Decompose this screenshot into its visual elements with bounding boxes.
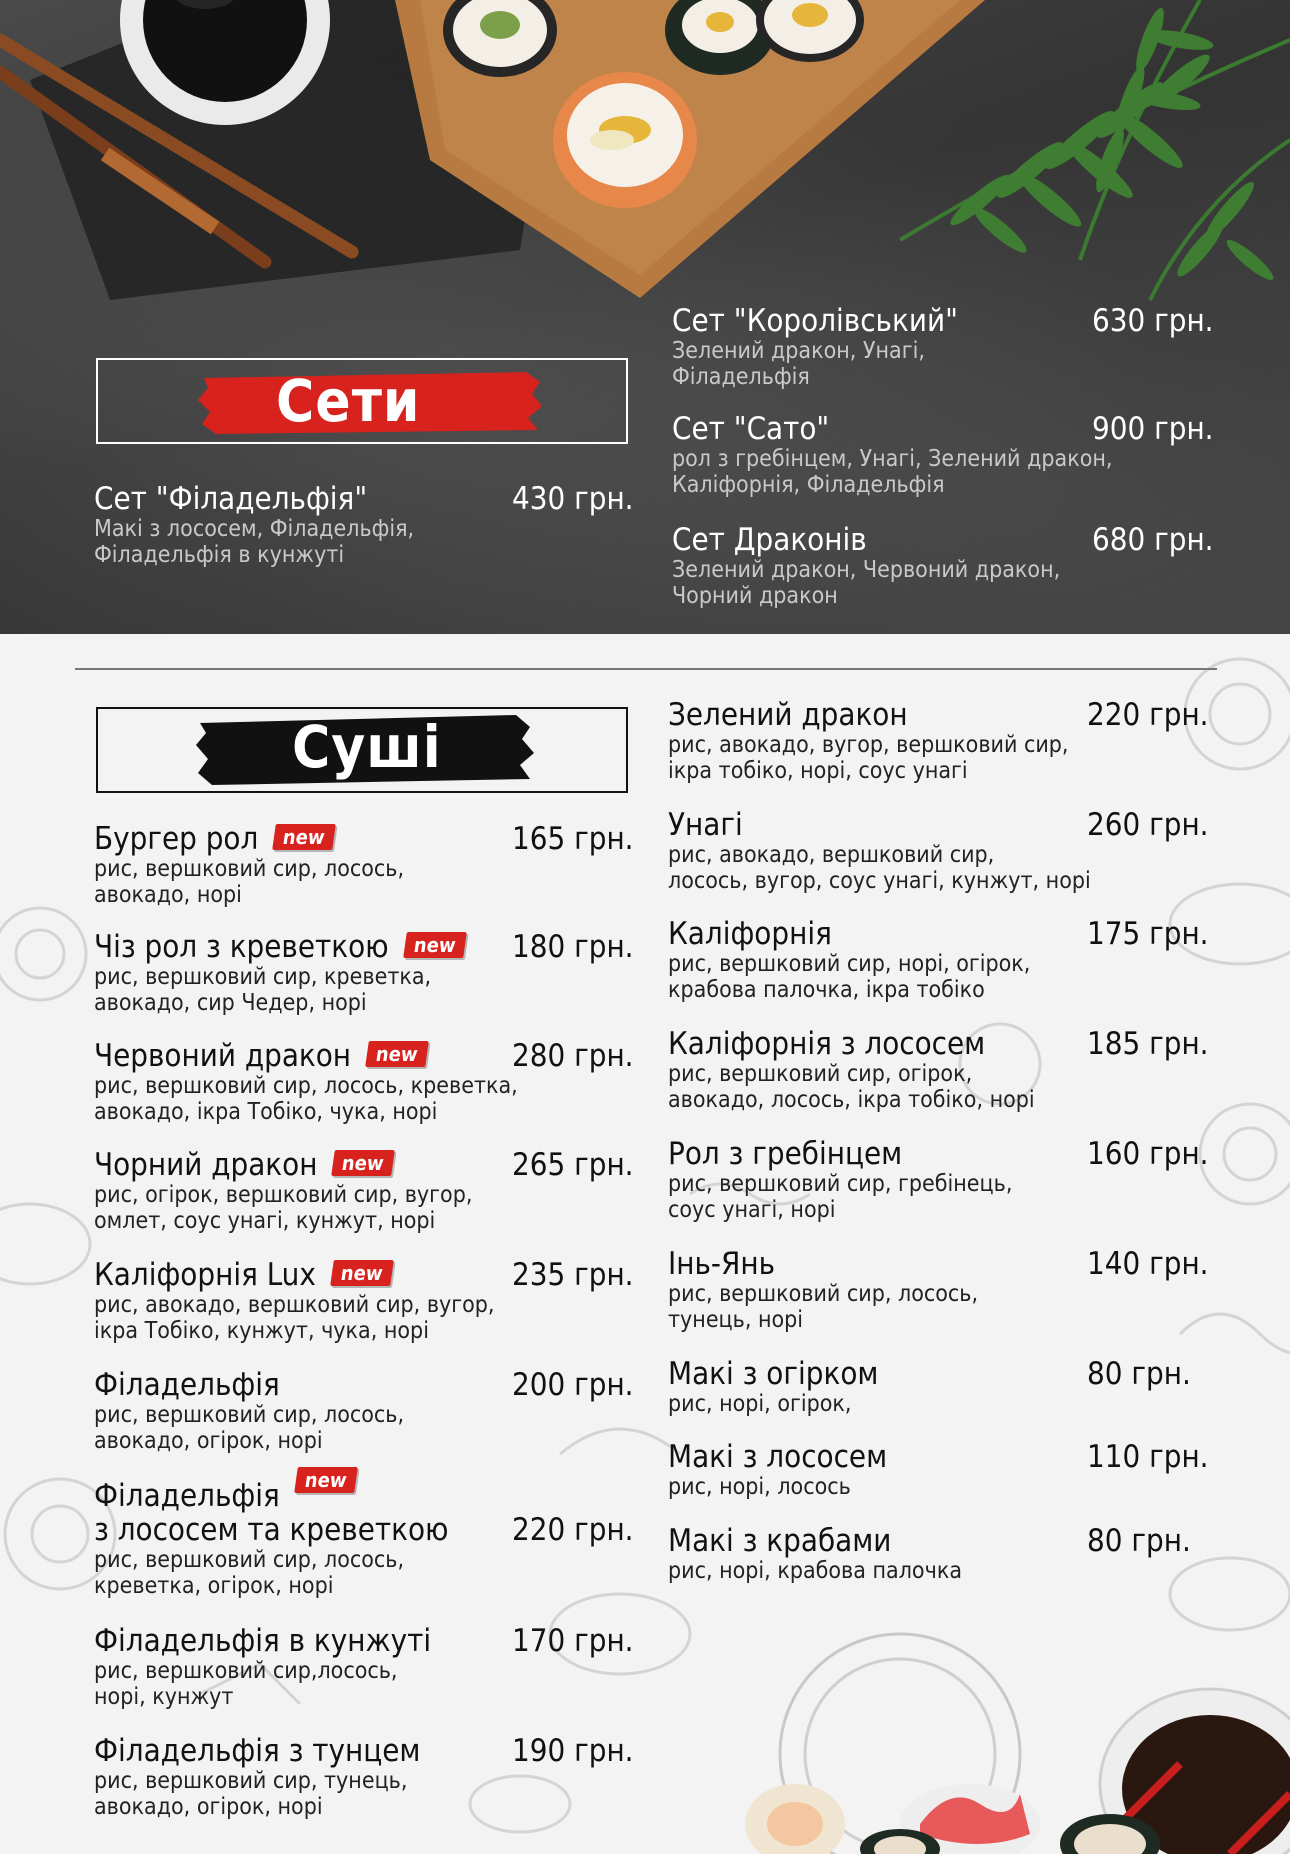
item-desc: авокадо, норі xyxy=(94,882,242,908)
item-desc: рис, авокадо, вершковий сир, xyxy=(668,842,995,868)
item-price: 900 грн. xyxy=(1092,411,1214,447)
item-desc: авокадо, сир Чедер, норі xyxy=(94,990,367,1016)
item-price: 220 грн. xyxy=(512,1512,634,1548)
item-desc: Зелений дракон, Червоний дракон, xyxy=(672,557,1061,583)
sets-title: Сети xyxy=(276,367,421,435)
section-divider xyxy=(75,668,1217,670)
sushi-item xyxy=(94,1039,654,1125)
item-price: 140 грн. xyxy=(1087,1246,1209,1282)
item-desc: авокадо, огірок, норі xyxy=(94,1794,323,1820)
item-name: Каліфорнія з лососем xyxy=(668,1026,986,1062)
item-desc: креветка, огірок, норі xyxy=(94,1573,334,1599)
item-desc: рис, вершковий сир, лосось, xyxy=(668,1281,979,1307)
item-desc: рис, вершковий сир, лосось, xyxy=(94,1547,405,1573)
item-desc: рис, вершковий сир, лосось, xyxy=(94,1402,405,1428)
new-badge: new xyxy=(332,1150,395,1176)
sushi-item xyxy=(94,1368,654,1454)
item-name: Філадельфія xyxy=(94,1367,280,1403)
sushi-section xyxy=(0,634,1290,1854)
sushi-item xyxy=(94,1624,654,1710)
new-badge: new xyxy=(330,1260,393,1286)
new-badge: new xyxy=(294,1467,357,1493)
sushi-item xyxy=(668,808,1228,894)
item-name-line2: з лососем та креветкою xyxy=(94,1512,449,1548)
item-price: 110 грн. xyxy=(1087,1439,1209,1475)
set-item xyxy=(94,481,634,568)
sushi-title: Суші xyxy=(292,713,442,781)
item-price: 680 грн. xyxy=(1092,522,1214,558)
item-price: 190 грн. xyxy=(512,1733,634,1769)
item-desc: рис, норі, крабова палочка xyxy=(668,1558,963,1584)
item-price: 180 грн. xyxy=(512,929,634,965)
item-desc: лосось, вугор, соус унагі, кунжут, норі xyxy=(668,868,1091,894)
item-name: Філадельфія xyxy=(94,1478,280,1514)
item-desc: крабова палочка, ікра тобіко xyxy=(668,977,985,1003)
sushi-item xyxy=(668,1247,1228,1333)
sushi-item xyxy=(94,1734,654,1820)
item-desc: рис, огірок, вершковий сир, вугор, xyxy=(94,1182,473,1208)
item-desc: ікра Тобіко, кунжут, чука, норі xyxy=(94,1318,429,1344)
item-price: 170 грн. xyxy=(512,1623,634,1659)
item-price: 220 грн. xyxy=(1087,697,1209,733)
item-desc: Філадельфія xyxy=(672,364,810,390)
sushi-item xyxy=(668,1357,1228,1417)
item-name: Каліфорнія xyxy=(668,916,832,952)
sushi-item xyxy=(668,1524,1228,1584)
item-desc: рис, вершковий сир, норі, огірок, xyxy=(668,951,1031,977)
item-name: Зелений дракон xyxy=(668,697,908,733)
item-desc: рис, вершковий сир, лосось, xyxy=(94,856,405,882)
item-name: Макі з огірком xyxy=(668,1356,879,1392)
item-desc: Зелений дракон, Унагі, xyxy=(672,338,925,364)
sushi-item xyxy=(94,930,654,1016)
item-desc: рис, норі, огірок, xyxy=(668,1391,852,1417)
sushi-item xyxy=(668,1440,1228,1500)
sushi-item xyxy=(668,1137,1228,1223)
set-item xyxy=(672,304,1212,390)
item-price: 185 грн. xyxy=(1087,1026,1209,1062)
item-name: Рол з гребінцем xyxy=(668,1136,903,1172)
item-price: 430 грн. xyxy=(512,481,634,517)
item-desc: рис, вершковий сир, огірок, xyxy=(668,1061,973,1087)
sushi-item xyxy=(94,1467,654,1599)
item-desc: омлет, соус унагі, кунжут, норі xyxy=(94,1208,436,1234)
item-price: 235 грн. xyxy=(512,1257,634,1293)
bottom-food-photo xyxy=(650,1674,1290,1854)
item-name: Червоний дракон xyxy=(94,1038,352,1074)
item-name: Бургер рол xyxy=(94,821,259,857)
new-badge: new xyxy=(403,932,466,958)
item-name: Унагі xyxy=(668,807,743,843)
item-desc: рис, вершковий сир, креветка, xyxy=(94,964,432,990)
item-desc: соус унагі, норі xyxy=(668,1197,836,1223)
item-desc: рис, авокадо, вершковий сир, вугор, xyxy=(94,1292,495,1318)
item-desc: Каліфорнія, Філадельфія xyxy=(672,472,945,498)
item-desc: авокадо, огірок, норі xyxy=(94,1428,323,1454)
item-price: 280 грн. xyxy=(512,1038,634,1074)
item-price: 200 грн. xyxy=(512,1367,634,1403)
item-desc: Чорний дракон xyxy=(672,583,838,609)
item-name: Сет "Філадельфія" xyxy=(94,481,368,517)
item-name: Чорний дракон xyxy=(94,1147,318,1183)
item-desc: Макі з лососем, Філадельфія, xyxy=(94,516,415,542)
fern-leaflets xyxy=(946,5,1278,284)
sushi-item xyxy=(94,822,654,908)
item-name: Каліфорнія Lux xyxy=(94,1257,316,1293)
item-name: Чіз рол з креветкою xyxy=(94,929,389,965)
item-name: Макі з лососем xyxy=(668,1439,888,1475)
item-name: Інь-Янь xyxy=(668,1246,776,1282)
sushi-item xyxy=(668,1027,1228,1113)
item-name: Філадельфія з тунцем xyxy=(94,1733,421,1769)
sushi-item xyxy=(668,917,1228,1003)
new-badge: new xyxy=(273,824,336,850)
item-price: 160 грн. xyxy=(1087,1136,1209,1172)
item-desc: Філадельфія в кунжуті xyxy=(94,542,345,568)
item-desc: рис, вершковий сир,лосось, xyxy=(94,1658,398,1684)
set-item xyxy=(672,412,1212,498)
item-name: Макі з крабами xyxy=(668,1523,892,1559)
item-name: Сет "Сато" xyxy=(672,411,830,447)
item-desc: рис, норі, лосось xyxy=(668,1474,851,1500)
item-price: 630 грн. xyxy=(1092,303,1214,339)
item-desc: тунець, норі xyxy=(668,1307,804,1333)
item-name: Сет Драконів xyxy=(672,522,867,558)
item-desc: норі, кунжут xyxy=(94,1684,234,1710)
sushi-item xyxy=(94,1148,654,1234)
sushi-item xyxy=(94,1258,654,1344)
item-desc: рис, вершковий сир, гребінець, xyxy=(668,1171,1013,1197)
item-name: Сет "Королівський" xyxy=(672,303,958,339)
sushi-item xyxy=(668,698,1228,784)
item-price: 265 грн. xyxy=(512,1147,634,1183)
item-name: Філадельфія в кунжуті xyxy=(94,1623,432,1659)
item-desc: авокадо, ікра Тобіко, чука, норі xyxy=(94,1099,438,1125)
item-desc: рол з гребінцем, Унагі, Зелений дракон, xyxy=(672,446,1113,472)
new-badge: new xyxy=(365,1041,428,1067)
item-price: 260 грн. xyxy=(1087,807,1209,843)
item-price: 80 грн. xyxy=(1087,1523,1191,1559)
item-price: 80 грн. xyxy=(1087,1356,1191,1392)
set-item xyxy=(672,523,1212,609)
item-desc: рис, вершковий сир, лосось, креветка, xyxy=(94,1073,518,1099)
item-desc: ікра тобіко, норі, соус унагі xyxy=(668,758,968,784)
item-price: 165 грн. xyxy=(512,821,634,857)
fern-leaves xyxy=(900,0,1290,300)
item-price: 175 грн. xyxy=(1087,916,1209,952)
item-desc: авокадо, лосось, ікра тобіко, норі xyxy=(668,1087,1035,1113)
item-desc: рис, авокадо, вугор, вершковий сир, xyxy=(668,732,1069,758)
sets-section xyxy=(0,0,1290,634)
item-desc: рис, вершковий сир, тунець, xyxy=(94,1768,408,1794)
